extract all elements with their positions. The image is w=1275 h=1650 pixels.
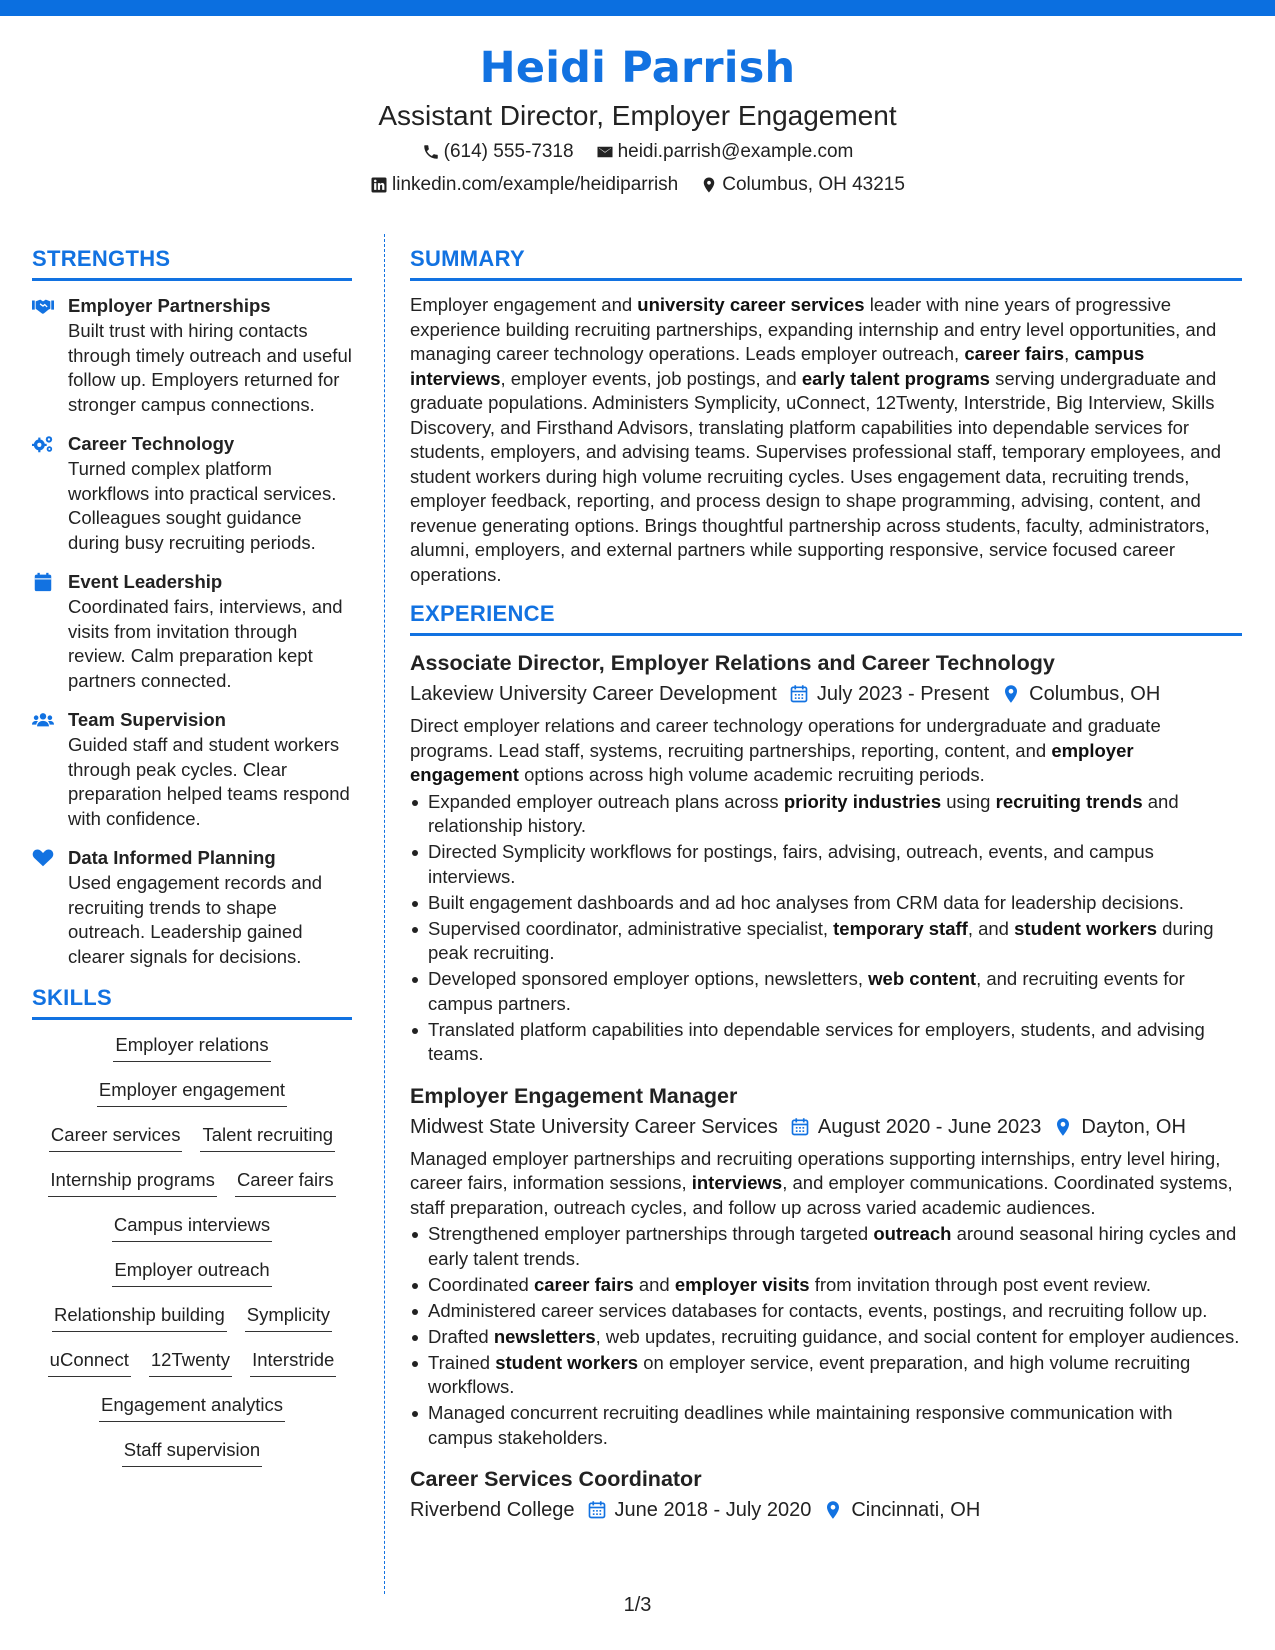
job-dates: [790, 1111, 1042, 1143]
strength-desc: Built trust with hiring contacts through timely outreach and useful follow up. Employers returned for stronger campus connections.: [68, 320, 352, 415]
strength-name: Event Leadership: [68, 571, 223, 592]
skill-row: [32, 1167, 352, 1212]
skill-tag: uConnect: [48, 1347, 131, 1377]
job-description: Managed employer partnerships and recruiting operations supporting internships, entry level hiring, career fairs, information sessions, interviews, and employer communications. Coordinated systems, staff preparation, outreach cycles, and follow up across varied academic audiences.: [410, 1147, 1233, 1218]
handshake-icon: [32, 296, 54, 316]
emphasis-text: career fairs: [964, 343, 1065, 364]
emphasis-text: recruiting trends: [995, 790, 1143, 812]
job-organization: Lakeview University Career Development: [410, 683, 777, 705]
emphasis-text: campus interviews: [410, 343, 1145, 389]
skill-tag: Employer outreach: [112, 1257, 271, 1287]
skill-row: [32, 1257, 352, 1302]
linkedin-text[interactable]: linkedin.com/example/heidiparrish: [392, 174, 679, 195]
strength-name: Employer Partnerships: [68, 295, 271, 316]
calendar-icon: [789, 684, 809, 704]
bullet-item: Trained student workers on employer service, event preparation, and high volume recruiting workflows.: [410, 1351, 1242, 1400]
job-organization: Midwest State University Career Services: [410, 1115, 778, 1138]
emphasis-text: newsletters: [493, 1325, 596, 1347]
skill-tag: Career services: [49, 1122, 183, 1152]
bullet-item: Drafted newsletters, web updates, recruiting guidance, and social content for employer audiences.: [410, 1325, 1242, 1350]
skill-row: [32, 1302, 352, 1347]
summary-heading: SUMMARY: [410, 244, 1242, 281]
bullet-item: Directed Symplicity workflows for postings, fairs, advising, outreach, events, and campus interviews.: [410, 840, 1242, 889]
experience-section: [410, 599, 1242, 1526]
location-contact: [700, 170, 905, 200]
skill-tag: Employer engagement: [97, 1077, 287, 1107]
skill-tag: Talent recruiting: [200, 1122, 335, 1152]
emphasis-text: early talent programs: [801, 367, 990, 389]
contact-row-2: [0, 170, 1275, 200]
skill-tag: Employer relations: [113, 1032, 270, 1062]
skill-row: [32, 1347, 352, 1392]
page-number: 1/3: [623, 1594, 652, 1616]
skill-row: [32, 1077, 352, 1122]
summary-text: Employer engagement and university career services leader with nine years of progressive experience building recruiting partnerships, expanding internship and entry level opportunities, and managing career technology operations. Leads employer outreach, career fairs, campus interviews, employer events, job postings, and early talent programs serving undergraduate and graduate populations. Administers Symplicity, uConnect, 12Twenty, Interstride, Big Interview, Skills Discovery, and Firsthand Advisors, translating platform capabilities into dependable services for students, employers, and advising teams. Supervises professional staff, temporary employees, and student workers during high volume recruiting cycles. Uses engagement data, recruiting trends, employer feedback, reporting, and process design to shape programming, advising, content, and revenue generating options. Brings thoughtful partnership across students, faculty, administrators, alumni, employers, and external partners while supporting responsive, service focused career operations.: [410, 294, 1221, 585]
skill-tag: Staff supervision: [122, 1437, 262, 1467]
strength-desc: Guided staff and student workers through peak cycles. Clear preparation helped teams respond with confidence.: [68, 734, 350, 829]
job-location-text: Dayton, OH: [1081, 1115, 1186, 1138]
job-title: Associate Director, Employer Relations and Career Technology: [410, 651, 1055, 675]
emphasis-text: employer visits: [674, 1273, 810, 1295]
envelope-icon: [596, 143, 614, 161]
calendar-icon: [790, 1117, 810, 1137]
phone-contact: [422, 137, 574, 167]
job-meta: [410, 1111, 1242, 1143]
bullet-item: Built engagement dashboards and ad hoc analyses from CRM data for leadership decisions.: [410, 891, 1242, 916]
emphasis-text: university career services: [637, 294, 865, 315]
emphasis-text: interviews: [691, 1172, 783, 1193]
job-bullets: [410, 790, 1242, 1067]
skills-list: [32, 1032, 352, 1482]
skill-tag: Relationship building: [52, 1302, 227, 1332]
job-entry: [410, 1081, 1242, 1451]
email-text[interactable]: heidi.parrish@example.com: [617, 141, 854, 162]
right-column: [410, 244, 1242, 1540]
job-location: [823, 1494, 980, 1526]
job-title: Employer Engagement Manager: [410, 1083, 738, 1108]
job-meta: [410, 1494, 1242, 1526]
skill-tag: Internship programs: [48, 1167, 217, 1197]
strength-desc: Turned complex platform workflows into practical services. Colleagues sought guidance during busy recruiting periods.: [68, 458, 337, 553]
job-location: [1001, 678, 1160, 710]
column-divider: [384, 234, 385, 1594]
phone-icon: [422, 143, 440, 161]
emphasis-text: employer engagement: [410, 739, 1134, 785]
job-location-text: Cincinnati, OH: [851, 1499, 981, 1521]
skill-tag: Interstride: [250, 1347, 336, 1377]
skill-row: [32, 1392, 352, 1437]
strength-desc: Used engagement records and recruiting trends to shape outreach. Leadership gained clearer signals for decisions.: [68, 872, 323, 967]
left-column: [32, 244, 352, 1482]
strengths-section: [32, 244, 352, 969]
strength-item: [32, 431, 352, 555]
phone-text: (614) 555-7318: [443, 141, 574, 162]
skill-row: [32, 1032, 352, 1077]
emphasis-text: temporary staff: [833, 917, 968, 939]
candidate-title: Assistant Director, Employer Engagement: [378, 100, 897, 131]
skill-tag: 12Twenty: [149, 1347, 232, 1377]
bullet-item: Managed concurrent recruiting deadlines while maintaining responsive communication with campus stakeholders.: [410, 1401, 1242, 1450]
bullet-item: Strengthened employer partnerships through targeted outreach around seasonal hiring cycles and early talent trends.: [410, 1222, 1242, 1271]
strengths-heading: STRENGTHS: [32, 244, 352, 281]
job-dates: [789, 678, 989, 710]
emphasis-text: student workers: [1014, 917, 1158, 939]
job-bullets: [410, 1222, 1242, 1450]
strength-item: [32, 569, 352, 693]
bullet-item: Developed sponsored employer options, newsletters, web content, and recruiting events for campus partners.: [410, 967, 1242, 1016]
job-entry: [410, 1464, 1242, 1526]
skills-section: [32, 983, 352, 1482]
emphasis-text: outreach: [873, 1223, 952, 1244]
gears-icon: [32, 434, 54, 454]
map-pin-icon: [1001, 684, 1021, 704]
bullet-item: Expanded employer outreach plans across priority industries using recruiting trends and relationship history.: [410, 790, 1242, 839]
bullet-item: Coordinated career fairs and employer visits from invitation through post event review.: [410, 1273, 1242, 1298]
email-contact[interactable]: [596, 137, 854, 167]
emphasis-text: web content: [868, 968, 977, 989]
map-pin-icon: [823, 1500, 843, 1520]
skill-row: [32, 1212, 352, 1257]
resume-header: [0, 40, 1275, 200]
calendar-icon: [32, 572, 54, 592]
bullet-item: Supervised coordinator, administrative specialist, temporary staff, and student workers during peak recruiting.: [410, 917, 1242, 966]
contact-row-1: [0, 137, 1275, 167]
strength-name: Career Technology: [68, 433, 235, 454]
top-accent-bar: [0, 0, 1275, 16]
map-pin-icon: [1053, 1117, 1073, 1137]
emphasis-text: student workers: [495, 1351, 639, 1373]
job-dates: [587, 1494, 812, 1526]
heart-icon: [32, 848, 54, 868]
skill-tag: Symplicity: [245, 1302, 332, 1332]
experience-heading: EXPERIENCE: [410, 599, 1242, 636]
skills-heading: SKILLS: [32, 983, 352, 1020]
skill-tag: Career fairs: [235, 1167, 336, 1197]
job-dates-text: July 2023 - Present: [816, 683, 990, 705]
linkedin-icon: [370, 176, 388, 194]
summary-section: [410, 244, 1242, 587]
emphasis-text: priority industries: [783, 790, 942, 812]
skill-row: [32, 1122, 352, 1167]
job-dates-text: June 2018 - July 2020: [614, 1499, 812, 1521]
strength-item: [32, 293, 352, 417]
map-pin-icon: [700, 176, 718, 194]
linkedin-contact[interactable]: [370, 170, 678, 200]
job-location-text: Columbus, OH: [1029, 683, 1161, 705]
emphasis-text: career fairs: [533, 1273, 634, 1295]
skill-tag: Campus interviews: [112, 1212, 272, 1242]
jobs-list: [410, 648, 1242, 1526]
strength-name: Data Informed Planning: [68, 847, 276, 868]
users-icon: [32, 710, 54, 730]
strength-desc: Coordinated fairs, interviews, and visits from invitation through review. Calm preparation kept partners connected.: [68, 596, 343, 691]
job-description: Direct employer relations and career technology operations for undergraduate and graduate programs. Lead staff, systems, recruiting partnerships, reporting, content, and employer engagement options across high volume academic recruiting periods.: [410, 715, 1161, 785]
job-entry: [410, 648, 1242, 1067]
job-organization: Riverbend College: [410, 1499, 575, 1521]
bullet-item: Translated platform capabilities into dependable services for employers, students, and advising teams.: [410, 1018, 1242, 1067]
job-location: [1053, 1111, 1185, 1143]
calendar-icon: [587, 1500, 607, 1520]
strength-item: [32, 707, 352, 831]
bullet-item: Administered career services databases for contacts, events, postings, and recruiting follow up.: [410, 1299, 1242, 1324]
job-meta: [410, 678, 1242, 710]
location-text: Columbus, OH 43215: [722, 174, 905, 195]
skill-row: [32, 1437, 352, 1482]
strength-name: Team Supervision: [68, 709, 226, 730]
skill-tag: Engagement analytics: [99, 1392, 285, 1422]
job-title: Career Services Coordinator: [410, 1467, 702, 1491]
job-dates-text: August 2020 - June 2023: [817, 1115, 1042, 1138]
strength-item: [32, 845, 352, 969]
candidate-name: Heidi Parrish: [479, 43, 796, 93]
